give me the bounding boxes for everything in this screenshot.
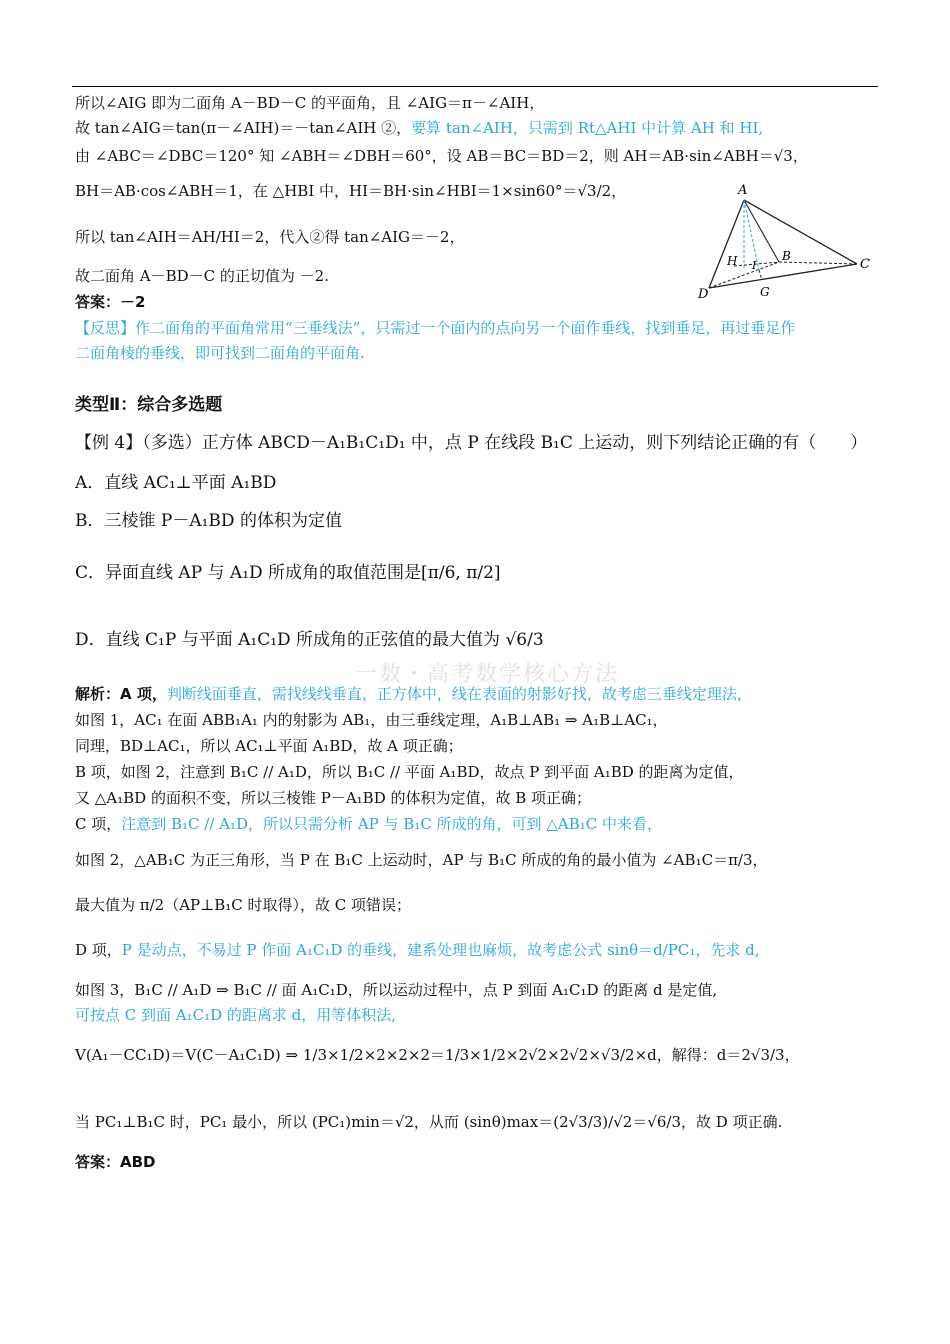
reflection-line: 【反思】作二面角的平面角常用“三垂线法”，只需过一个面内的点向另一个面作垂线，找到垂足，再过垂足作 xyxy=(75,319,796,337)
figure-label-A: A xyxy=(738,183,748,198)
analysis-line: 如图 1，AC₁ 在面 ABB₁A₁ 内的射影为 AB₁，由三垂线定理，A₁B⊥AB₁ ⇒ A₁B⊥AC₁， xyxy=(75,711,668,729)
analysis-line: D 项，P 是动点，不易过 P 作面 A₁C₁D 的垂线，建系处理也麻烦，故考虑公式 sinθ＝d/PC₁，先求 d, xyxy=(75,941,760,959)
option-c: C．异面直线 AP 与 A₁D 所成角的取值范围是[π/6, π/2] xyxy=(75,563,501,583)
figure-label-H: H xyxy=(727,254,738,268)
text-line: 故 tan∠AIG＝tan(π－∠AIH)＝－tan∠AIH ②，要算 tan∠AIH，只需到 Rt△AHI 中计算 AH 和 HI, xyxy=(75,119,764,137)
analysis-line: 如图 3，B₁C // A₁D ⇒ B₁C // 面 A₁C₁D，所以运动过程中，点 P 到面 A₁C₁D 的距离 d 是定值, xyxy=(75,981,718,999)
analysis-line: 最大值为 π/2（AP⊥B₁C 时取得），故 C 项错误； xyxy=(75,896,412,914)
text-line: 所以 tan∠AIH＝AH/HI＝2，代入②得 tan∠AIG＝－2， xyxy=(75,228,465,246)
example-question: 【例 4】（多选）正方体 ABCD－A₁B₁C₁D₁ 中，点 P 在线段 B₁C 上运动，则下列结论正确的有（ ） xyxy=(75,433,868,453)
analysis-line: C 项，注意到 B₁C // A₁D，所以只需分析 AP 与 B₁C 所成的角，可到 △AB₁C 中来看， xyxy=(75,815,662,833)
analysis-line: B 项，如图 2，注意到 B₁C // A₁D，所以 B₁C // 平面 A₁BD，故点 P 到平面 A₁BD 的距离为定值， xyxy=(75,763,744,781)
option-b: B．三棱锥 P－A₁BD 的体积为定值 xyxy=(75,511,342,531)
figure-label-G: G xyxy=(760,285,770,299)
answer-line: 答案：－2 xyxy=(75,293,146,311)
analysis-line: 如图 2，△AB₁C 为正三角形，当 P 在 B₁C 上运动时，AP 与 B₁C 所成的角的最小值为 ∠AB₁C＝π/3， xyxy=(75,851,768,869)
text-line: 所以∠AIG 即为二面角 A－BD－C 的平面角，且 ∠AIG＝π－∠AIH， xyxy=(75,94,545,112)
option-d: D．直线 C₁P 与平面 A₁C₁D 所成角的正弦值的最大值为 √6/3 xyxy=(75,630,544,650)
analysis-line: 同理，BD⊥AC₁，所以 AC₁⊥平面 A₁BD，故 A 项正确； xyxy=(75,737,463,755)
analysis-line: V(A₁－CC₁D)＝V(C－A₁C₁D) ⇒ 1/3×1/2×2×2×2＝1/3×1/2×2√2×2√2×√3/2×d，解得：d＝2√3/3， xyxy=(75,1046,800,1064)
top-rule xyxy=(72,86,878,87)
watermark: 一数・高考数学核心方法 xyxy=(355,662,620,687)
figure-label-C: C xyxy=(860,257,870,272)
text-line: 故二面角 A－BD－C 的正切值为 －2. xyxy=(75,267,329,285)
section-heading: 类型Ⅱ：综合多选题 xyxy=(75,395,223,415)
analysis-line: 又 △A₁BD 的面积不变，所以三棱锥 P－A₁BD 的体积为定值，故 B 项正确； xyxy=(75,789,592,807)
analysis-line: 解析：A 项，判断线面垂直，需找线线垂直，正方体中，线在表面的射影好找，故考虑三垂线定理法， xyxy=(75,685,752,703)
option-a: A．直线 AC₁⊥平面 A₁BD xyxy=(75,473,277,493)
tetrahedron-figure xyxy=(694,180,884,305)
figure-label-D: D xyxy=(698,287,709,302)
figure-label-B: B xyxy=(782,249,791,263)
analysis-line: 可按点 C 到面 A₁C₁D 的距离求 d，用等体积法, xyxy=(75,1006,397,1024)
text-line: BH＝AB·cos∠ABH＝1，在 △HBI 中，HI＝BH·sin∠HBI＝1×sin60°＝√3/2， xyxy=(75,182,627,200)
figure-label-I: I xyxy=(752,259,757,272)
reflection-line: 二面角棱的垂线，即可找到二面角的平面角. xyxy=(75,344,365,362)
answer-line: 答案：ABD xyxy=(75,1153,156,1171)
text-line: 由 ∠ABC＝∠DBC＝120° 知 ∠ABH＝∠DBH＝60°，设 AB＝BC＝BD＝2，则 AH＝AB·sin∠ABH＝√3， xyxy=(75,147,808,165)
analysis-line: 当 PC₁⊥B₁C 时，PC₁ 最小，所以 (PC₁)min＝√2，从而 (sinθ)max＝(2√3/3)/√2＝√6/3，故 D 项正确. xyxy=(75,1113,783,1131)
